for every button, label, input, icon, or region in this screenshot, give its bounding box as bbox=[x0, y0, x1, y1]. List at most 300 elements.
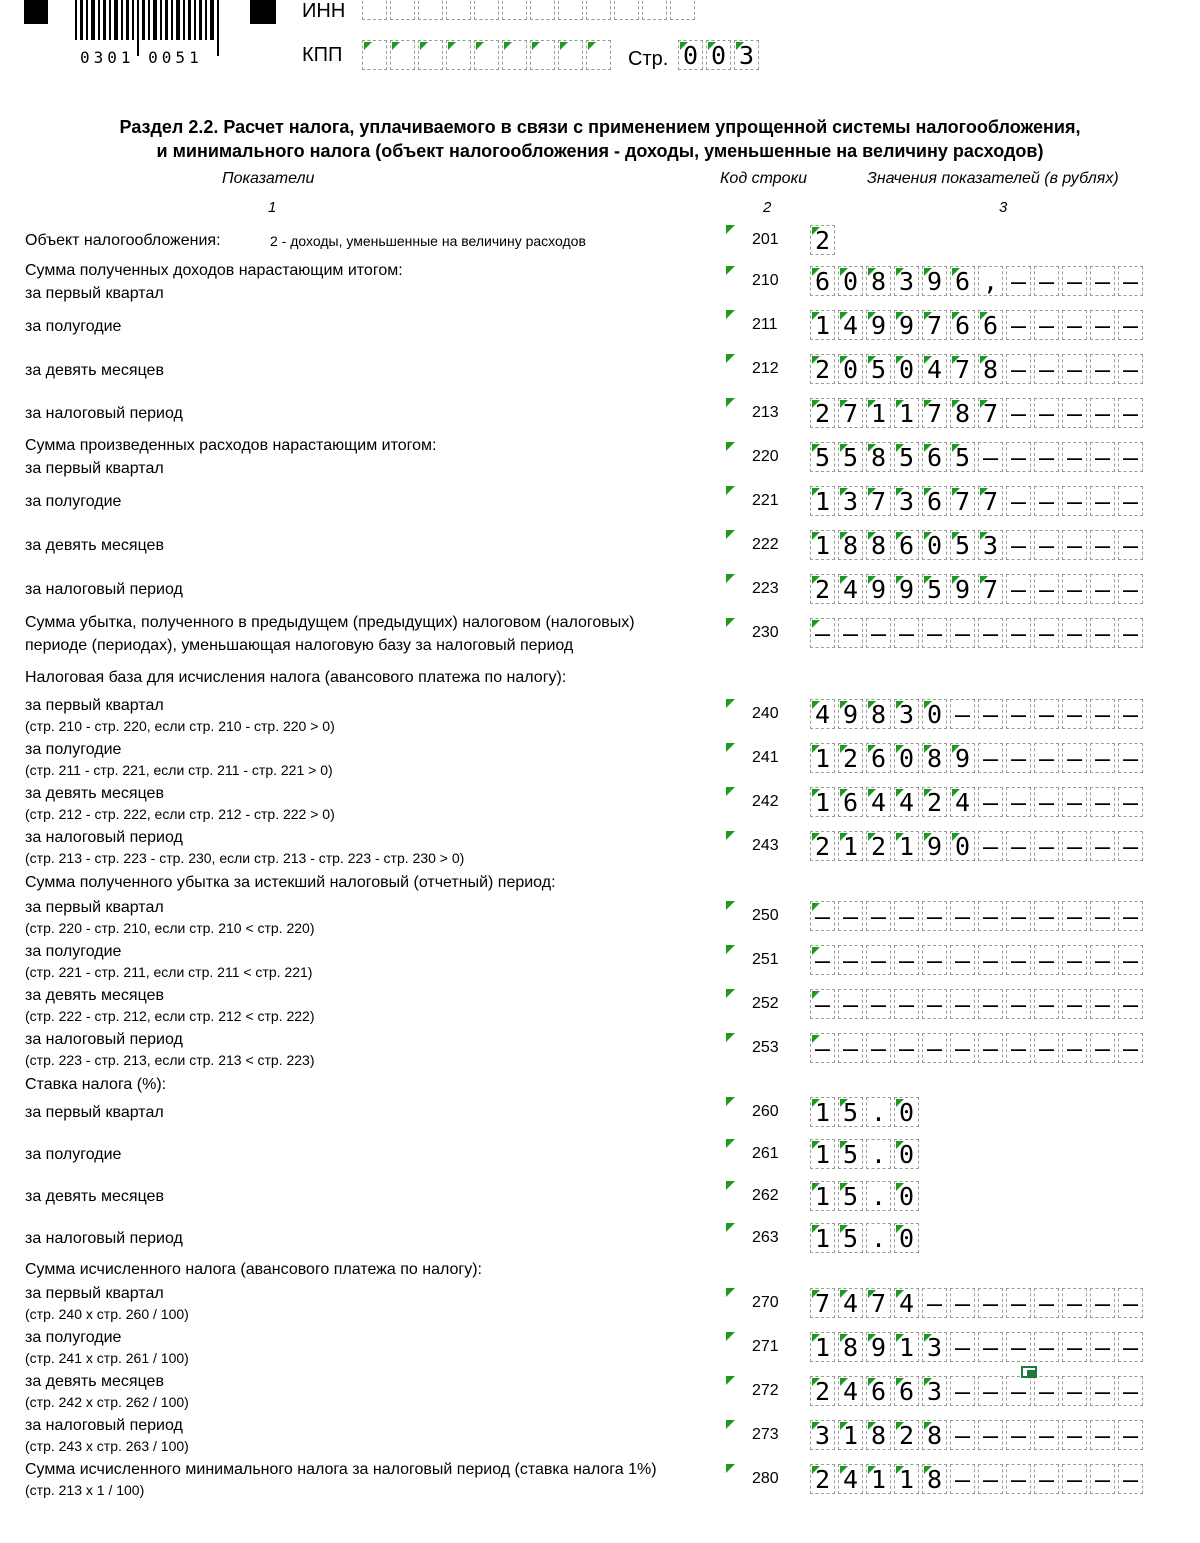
kpp-cell[interactable] bbox=[502, 40, 527, 70]
value-cell[interactable]: – bbox=[1062, 442, 1087, 472]
value-cell[interactable]: 1 bbox=[810, 1181, 835, 1211]
value-cell[interactable]: – bbox=[1062, 354, 1087, 384]
value-field-230[interactable] bbox=[810, 618, 1146, 648]
value-field-223[interactable] bbox=[810, 574, 1146, 604]
value-cell[interactable]: 3 bbox=[894, 699, 919, 729]
value-cell[interactable]: 7 bbox=[922, 398, 947, 428]
value-cell[interactable]: – bbox=[950, 1420, 975, 1450]
value-cell[interactable]: – bbox=[1090, 699, 1115, 729]
value-cell[interactable]: – bbox=[1118, 486, 1143, 516]
value-cell[interactable]: – bbox=[1062, 787, 1087, 817]
value-cell[interactable]: – bbox=[1006, 787, 1031, 817]
value-cell[interactable]: – bbox=[1118, 354, 1143, 384]
value-cell[interactable]: 7 bbox=[950, 486, 975, 516]
value-cell[interactable]: . bbox=[866, 1223, 891, 1253]
value-cell[interactable]: – bbox=[810, 618, 835, 648]
value-cell[interactable]: – bbox=[1006, 699, 1031, 729]
value-cell[interactable]: – bbox=[894, 945, 919, 975]
value-cell[interactable]: – bbox=[1062, 699, 1087, 729]
value-cell[interactable]: – bbox=[922, 945, 947, 975]
value-cell[interactable]: 7 bbox=[810, 1288, 835, 1318]
value-cell[interactable]: – bbox=[922, 1288, 947, 1318]
value-cell[interactable]: – bbox=[1062, 398, 1087, 428]
value-cell[interactable]: 6 bbox=[894, 530, 919, 560]
value-cell[interactable]: 3 bbox=[838, 486, 863, 516]
value-cell[interactable]: 2 bbox=[810, 1464, 835, 1494]
value-cell[interactable]: – bbox=[922, 989, 947, 1019]
value-field-273[interactable] bbox=[810, 1420, 1146, 1450]
value-cell[interactable]: 2 bbox=[838, 743, 863, 773]
value-cell[interactable]: 4 bbox=[866, 787, 891, 817]
value-cell[interactable]: 3 bbox=[894, 486, 919, 516]
value-cell[interactable]: – bbox=[810, 1033, 835, 1063]
value-cell[interactable]: – bbox=[1118, 901, 1143, 931]
value-cell[interactable]: – bbox=[1006, 1288, 1031, 1318]
value-cell[interactable]: – bbox=[1006, 831, 1031, 861]
kpp-field[interactable] bbox=[362, 40, 614, 70]
value-cell[interactable]: – bbox=[978, 743, 1003, 773]
value-cell[interactable]: – bbox=[810, 901, 835, 931]
value-field-221[interactable] bbox=[810, 486, 1146, 516]
value-cell[interactable]: 0 bbox=[950, 831, 975, 861]
value-cell[interactable]: – bbox=[978, 442, 1003, 472]
value-cell[interactable]: 5 bbox=[866, 354, 891, 384]
value-cell[interactable]: – bbox=[1006, 398, 1031, 428]
value-cell[interactable]: 5 bbox=[810, 442, 835, 472]
value-cell[interactable]: 2 bbox=[810, 574, 835, 604]
value-cell[interactable]: – bbox=[1034, 787, 1059, 817]
value-cell[interactable]: – bbox=[950, 618, 975, 648]
value-cell[interactable]: 2 bbox=[810, 354, 835, 384]
value-cell[interactable]: 4 bbox=[950, 787, 975, 817]
value-cell[interactable]: 1 bbox=[866, 1464, 891, 1494]
value-cell[interactable]: – bbox=[978, 1464, 1003, 1494]
value-cell[interactable]: 5 bbox=[838, 1223, 863, 1253]
value-field-222[interactable] bbox=[810, 530, 1146, 560]
value-cell[interactable]: – bbox=[1006, 266, 1031, 296]
value-cell[interactable]: – bbox=[1090, 310, 1115, 340]
value-cell[interactable]: – bbox=[1090, 354, 1115, 384]
page-number-cell[interactable]: 0 bbox=[678, 40, 703, 70]
value-cell[interactable]: 1 bbox=[838, 831, 863, 861]
value-cell[interactable]: – bbox=[1090, 1288, 1115, 1318]
value-field-270[interactable] bbox=[810, 1288, 1146, 1318]
page-number-cell[interactable]: 3 bbox=[734, 40, 759, 70]
value-cell[interactable]: 4 bbox=[838, 1464, 863, 1494]
value-cell[interactable]: – bbox=[838, 945, 863, 975]
value-cell[interactable]: 8 bbox=[922, 1464, 947, 1494]
value-cell[interactable]: – bbox=[1062, 831, 1087, 861]
value-cell[interactable]: – bbox=[950, 1288, 975, 1318]
value-field-243[interactable] bbox=[810, 831, 1146, 861]
value-cell[interactable]: – bbox=[978, 787, 1003, 817]
value-cell[interactable]: – bbox=[1062, 989, 1087, 1019]
value-cell[interactable]: 4 bbox=[838, 1376, 863, 1406]
value-cell[interactable]: – bbox=[1118, 310, 1143, 340]
inn-cell[interactable] bbox=[670, 0, 695, 20]
value-cell[interactable]: – bbox=[1062, 901, 1087, 931]
value-field-213[interactable] bbox=[810, 398, 1146, 428]
value-field-261[interactable] bbox=[810, 1139, 922, 1169]
value-cell[interactable]: 1 bbox=[894, 831, 919, 861]
value-cell[interactable]: – bbox=[1090, 1332, 1115, 1362]
value-cell[interactable]: 6 bbox=[838, 787, 863, 817]
value-cell[interactable]: 2 bbox=[922, 787, 947, 817]
value-cell[interactable]: – bbox=[1118, 266, 1143, 296]
value-cell[interactable]: 8 bbox=[866, 699, 891, 729]
value-cell[interactable]: 9 bbox=[866, 310, 891, 340]
value-cell[interactable]: 0 bbox=[894, 743, 919, 773]
value-cell[interactable]: – bbox=[1034, 486, 1059, 516]
value-cell[interactable]: – bbox=[1062, 486, 1087, 516]
value-cell[interactable]: 3 bbox=[978, 530, 1003, 560]
value-cell[interactable]: 8 bbox=[922, 1420, 947, 1450]
kpp-cell[interactable] bbox=[418, 40, 443, 70]
inn-field[interactable] bbox=[362, 0, 698, 20]
value-cell[interactable]: – bbox=[1034, 530, 1059, 560]
inn-cell[interactable] bbox=[586, 0, 611, 20]
value-cell[interactable]: 1 bbox=[866, 398, 891, 428]
value-cell[interactable]: 4 bbox=[838, 310, 863, 340]
value-cell[interactable]: 3 bbox=[810, 1420, 835, 1450]
value-cell[interactable]: – bbox=[950, 1464, 975, 1494]
value-cell[interactable]: – bbox=[866, 989, 891, 1019]
value-cell[interactable]: 6 bbox=[978, 310, 1003, 340]
value-cell[interactable]: – bbox=[1118, 743, 1143, 773]
value-cell[interactable]: – bbox=[1118, 1464, 1143, 1494]
inn-cell[interactable] bbox=[614, 0, 639, 20]
value-cell[interactable]: – bbox=[866, 945, 891, 975]
value-cell[interactable]: – bbox=[1118, 831, 1143, 861]
value-cell[interactable]: 0 bbox=[894, 1139, 919, 1169]
value-field-263[interactable] bbox=[810, 1223, 922, 1253]
value-cell[interactable]: – bbox=[922, 1033, 947, 1063]
value-cell[interactable]: – bbox=[1062, 1332, 1087, 1362]
value-cell[interactable]: – bbox=[1090, 266, 1115, 296]
value-cell[interactable]: 5 bbox=[950, 442, 975, 472]
value-cell[interactable]: – bbox=[1062, 1464, 1087, 1494]
value-cell[interactable]: – bbox=[1090, 530, 1115, 560]
value-cell[interactable]: 7 bbox=[922, 310, 947, 340]
value-cell[interactable]: 4 bbox=[838, 1288, 863, 1318]
value-cell[interactable]: – bbox=[1090, 486, 1115, 516]
value-cell[interactable]: 6 bbox=[894, 1376, 919, 1406]
kpp-cell[interactable] bbox=[586, 40, 611, 70]
value-cell[interactable]: 8 bbox=[866, 442, 891, 472]
value-cell[interactable]: – bbox=[1062, 1376, 1087, 1406]
value-cell[interactable]: – bbox=[1062, 574, 1087, 604]
value-cell[interactable]: 9 bbox=[950, 743, 975, 773]
value-cell[interactable]: – bbox=[1062, 266, 1087, 296]
value-cell[interactable]: 1 bbox=[810, 310, 835, 340]
value-cell[interactable]: – bbox=[1090, 398, 1115, 428]
value-cell[interactable]: – bbox=[1034, 989, 1059, 1019]
value-cell[interactable]: 1 bbox=[894, 1464, 919, 1494]
value-cell[interactable]: – bbox=[1034, 1376, 1059, 1406]
value-cell[interactable]: 6 bbox=[950, 266, 975, 296]
value-cell[interactable]: 2 bbox=[866, 831, 891, 861]
value-cell[interactable]: – bbox=[1034, 574, 1059, 604]
value-cell[interactable]: – bbox=[1118, 699, 1143, 729]
value-cell[interactable]: 6 bbox=[922, 486, 947, 516]
value-cell[interactable]: – bbox=[1118, 618, 1143, 648]
value-cell[interactable]: – bbox=[1118, 1420, 1143, 1450]
value-cell[interactable]: 1 bbox=[810, 787, 835, 817]
value-cell[interactable]: 8 bbox=[866, 1420, 891, 1450]
value-cell[interactable]: 9 bbox=[950, 574, 975, 604]
value-cell[interactable]: . bbox=[866, 1181, 891, 1211]
value-cell[interactable]: 8 bbox=[838, 1332, 863, 1362]
value-cell[interactable]: – bbox=[838, 901, 863, 931]
value-cell[interactable]: – bbox=[1090, 989, 1115, 1019]
value-cell[interactable]: 1 bbox=[810, 1223, 835, 1253]
value-field-280[interactable] bbox=[810, 1464, 1146, 1494]
value-cell[interactable]: – bbox=[1090, 1420, 1115, 1450]
value-field-210[interactable] bbox=[810, 266, 1146, 296]
value-cell[interactable]: – bbox=[950, 1332, 975, 1362]
value-cell[interactable]: 1 bbox=[810, 1139, 835, 1169]
inn-cell[interactable] bbox=[446, 0, 471, 20]
value-cell[interactable]: – bbox=[838, 618, 863, 648]
value-cell[interactable]: 9 bbox=[922, 266, 947, 296]
value-cell[interactable]: – bbox=[866, 618, 891, 648]
value-field-253[interactable] bbox=[810, 1033, 1146, 1063]
value-cell[interactable]: – bbox=[1006, 574, 1031, 604]
value-cell[interactable]: – bbox=[1118, 787, 1143, 817]
inn-cell[interactable] bbox=[642, 0, 667, 20]
value-cell[interactable]: – bbox=[922, 618, 947, 648]
value-cell[interactable]: 1 bbox=[838, 1420, 863, 1450]
value-cell[interactable]: – bbox=[978, 1288, 1003, 1318]
value-cell[interactable]: 4 bbox=[894, 787, 919, 817]
inn-cell[interactable] bbox=[362, 0, 387, 20]
value-cell[interactable]: 5 bbox=[894, 442, 919, 472]
value-field-251[interactable] bbox=[810, 945, 1146, 975]
value-cell[interactable]: – bbox=[950, 901, 975, 931]
value-cell[interactable]: – bbox=[894, 989, 919, 1019]
value-cell[interactable]: – bbox=[1034, 1288, 1059, 1318]
inn-cell[interactable] bbox=[390, 0, 415, 20]
value-cell[interactable]: 2 bbox=[810, 398, 835, 428]
value-cell[interactable]: 7 bbox=[978, 486, 1003, 516]
value-cell[interactable]: – bbox=[1034, 699, 1059, 729]
value-cell[interactable]: 1 bbox=[810, 743, 835, 773]
value-cell[interactable]: – bbox=[1118, 1033, 1143, 1063]
value-cell[interactable]: – bbox=[978, 1033, 1003, 1063]
value-cell[interactable]: – bbox=[1118, 945, 1143, 975]
value-cell[interactable]: – bbox=[1090, 442, 1115, 472]
value-cell[interactable]: 3 bbox=[922, 1376, 947, 1406]
value-cell[interactable]: – bbox=[950, 1033, 975, 1063]
value-field-241[interactable] bbox=[810, 743, 1146, 773]
value-cell[interactable]: 8 bbox=[838, 530, 863, 560]
value-cell[interactable]: – bbox=[1062, 1033, 1087, 1063]
kpp-cell[interactable] bbox=[362, 40, 387, 70]
value-cell[interactable]: – bbox=[1034, 618, 1059, 648]
value-cell[interactable]: 0 bbox=[894, 1223, 919, 1253]
value-cell[interactable]: – bbox=[1034, 901, 1059, 931]
value-cell[interactable]: 4 bbox=[838, 574, 863, 604]
value-field-242[interactable] bbox=[810, 787, 1146, 817]
value-cell[interactable]: 8 bbox=[866, 530, 891, 560]
value-cell[interactable]: 9 bbox=[838, 699, 863, 729]
value-cell[interactable]: – bbox=[866, 1033, 891, 1063]
value-cell[interactable]: 7 bbox=[838, 398, 863, 428]
value-cell[interactable]: – bbox=[1062, 1420, 1087, 1450]
inn-cell[interactable] bbox=[530, 0, 555, 20]
value-cell[interactable]: – bbox=[1006, 1420, 1031, 1450]
value-cell[interactable]: 6 bbox=[922, 442, 947, 472]
value-cell[interactable]: – bbox=[810, 989, 835, 1019]
value-cell[interactable]: – bbox=[894, 1033, 919, 1063]
value-field-272[interactable] bbox=[810, 1376, 1146, 1406]
value-cell[interactable]: 9 bbox=[894, 310, 919, 340]
value-cell[interactable]: 8 bbox=[866, 266, 891, 296]
value-cell[interactable]: 4 bbox=[894, 1288, 919, 1318]
value-cell[interactable]: – bbox=[978, 1332, 1003, 1362]
value-cell[interactable]: 0 bbox=[838, 354, 863, 384]
value-cell[interactable]: – bbox=[1062, 530, 1087, 560]
value-cell[interactable]: – bbox=[1034, 831, 1059, 861]
value-cell[interactable]: 2 bbox=[810, 1376, 835, 1406]
value-cell[interactable]: – bbox=[1062, 945, 1087, 975]
value-cell[interactable]: – bbox=[1090, 901, 1115, 931]
value-cell[interactable]: 6 bbox=[810, 266, 835, 296]
value-cell[interactable]: – bbox=[838, 1033, 863, 1063]
value-field-271[interactable] bbox=[810, 1332, 1146, 1362]
value-cell[interactable]: – bbox=[1006, 901, 1031, 931]
value-cell[interactable]: 6 bbox=[950, 310, 975, 340]
value-cell[interactable]: – bbox=[1118, 1288, 1143, 1318]
value-field-252[interactable] bbox=[810, 989, 1146, 1019]
inn-cell[interactable] bbox=[502, 0, 527, 20]
value-cell[interactable]: 7 bbox=[950, 354, 975, 384]
value-cell[interactable]: – bbox=[1006, 743, 1031, 773]
value-cell[interactable]: – bbox=[1062, 1288, 1087, 1318]
value-cell[interactable]: – bbox=[1090, 1376, 1115, 1406]
value-cell[interactable]: 5 bbox=[838, 442, 863, 472]
value-cell[interactable]: – bbox=[1034, 442, 1059, 472]
inn-cell[interactable] bbox=[418, 0, 443, 20]
value-cell[interactable]: 1 bbox=[810, 1332, 835, 1362]
value-cell[interactable]: – bbox=[1034, 266, 1059, 296]
value-cell[interactable]: – bbox=[1006, 310, 1031, 340]
value-cell[interactable]: – bbox=[1118, 1376, 1143, 1406]
value-cell[interactable]: 8 bbox=[950, 398, 975, 428]
value-cell[interactable]: – bbox=[1034, 1332, 1059, 1362]
value-cell[interactable]: 0 bbox=[838, 266, 863, 296]
value-cell[interactable]: , bbox=[978, 266, 1003, 296]
value-cell[interactable]: 2 bbox=[894, 1420, 919, 1450]
value-cell[interactable]: – bbox=[978, 1420, 1003, 1450]
value-cell[interactable]: – bbox=[1118, 398, 1143, 428]
value-cell[interactable]: – bbox=[1006, 354, 1031, 384]
value-cell[interactable]: 5 bbox=[950, 530, 975, 560]
value-cell[interactable]: – bbox=[1034, 1420, 1059, 1450]
value-cell[interactable]: – bbox=[810, 945, 835, 975]
value-cell[interactable]: – bbox=[1118, 574, 1143, 604]
value-cell[interactable]: 5 bbox=[838, 1097, 863, 1127]
value-cell[interactable]: 0 bbox=[922, 530, 947, 560]
value-cell[interactable]: – bbox=[1062, 743, 1087, 773]
value-cell[interactable]: – bbox=[1034, 743, 1059, 773]
value-cell[interactable]: – bbox=[1090, 743, 1115, 773]
value-cell[interactable]: 7 bbox=[978, 398, 1003, 428]
value-cell[interactable]: – bbox=[1090, 831, 1115, 861]
value-cell[interactable]: – bbox=[1090, 618, 1115, 648]
value-cell[interactable]: 4 bbox=[922, 354, 947, 384]
value-cell[interactable]: 0 bbox=[922, 699, 947, 729]
value-cell[interactable]: – bbox=[1090, 574, 1115, 604]
value-cell[interactable]: – bbox=[1090, 1464, 1115, 1494]
value-cell[interactable]: 7 bbox=[978, 574, 1003, 604]
kpp-cell[interactable] bbox=[558, 40, 583, 70]
value-cell[interactable]: – bbox=[1034, 398, 1059, 428]
value-cell[interactable]: – bbox=[1006, 442, 1031, 472]
value-cell[interactable]: – bbox=[838, 989, 863, 1019]
value-cell[interactable]: – bbox=[1062, 310, 1087, 340]
value-cell[interactable]: 2 bbox=[810, 225, 835, 255]
value-cell[interactable]: – bbox=[1118, 989, 1143, 1019]
inn-cell[interactable] bbox=[558, 0, 583, 20]
value-cell[interactable]: – bbox=[950, 699, 975, 729]
value-cell[interactable]: . bbox=[866, 1097, 891, 1127]
value-cell[interactable]: – bbox=[978, 618, 1003, 648]
value-cell[interactable]: 6 bbox=[866, 743, 891, 773]
value-cell[interactable]: 4 bbox=[810, 699, 835, 729]
value-cell[interactable]: – bbox=[1034, 310, 1059, 340]
value-cell[interactable]: 1 bbox=[810, 486, 835, 516]
value-cell[interactable]: – bbox=[1006, 618, 1031, 648]
value-field-220[interactable] bbox=[810, 442, 1146, 472]
value-cell[interactable]: 3 bbox=[894, 266, 919, 296]
value-cell[interactable]: – bbox=[1034, 945, 1059, 975]
value-cell[interactable]: – bbox=[950, 945, 975, 975]
value-cell[interactable]: 5 bbox=[838, 1139, 863, 1169]
value-cell[interactable]: – bbox=[1090, 1033, 1115, 1063]
value-field-212[interactable] bbox=[810, 354, 1146, 384]
value-cell[interactable]: – bbox=[978, 901, 1003, 931]
value-cell[interactable]: – bbox=[1006, 989, 1031, 1019]
value-cell[interactable]: – bbox=[922, 901, 947, 931]
value-cell[interactable]: – bbox=[1006, 945, 1031, 975]
value-cell[interactable]: 5 bbox=[922, 574, 947, 604]
value-cell[interactable]: – bbox=[1034, 1033, 1059, 1063]
value-cell[interactable]: 0 bbox=[894, 1097, 919, 1127]
value-cell[interactable]: 1 bbox=[810, 530, 835, 560]
value-cell[interactable]: – bbox=[978, 945, 1003, 975]
value-cell[interactable]: 0 bbox=[894, 1181, 919, 1211]
value-cell[interactable]: 1 bbox=[894, 398, 919, 428]
value-field-262[interactable] bbox=[810, 1181, 922, 1211]
value-cell[interactable]: – bbox=[1006, 530, 1031, 560]
kpp-cell[interactable] bbox=[446, 40, 471, 70]
value-cell[interactable]: 9 bbox=[866, 1332, 891, 1362]
value-cell[interactable]: – bbox=[1006, 1033, 1031, 1063]
value-cell[interactable]: – bbox=[1034, 354, 1059, 384]
value-cell[interactable]: 7 bbox=[866, 1288, 891, 1318]
value-cell[interactable]: 1 bbox=[894, 1332, 919, 1362]
value-cell[interactable]: – bbox=[1034, 1464, 1059, 1494]
value-cell[interactable]: – bbox=[978, 1376, 1003, 1406]
value-field-240[interactable] bbox=[810, 699, 1146, 729]
value-cell[interactable]: 9 bbox=[866, 574, 891, 604]
value-cell[interactable]: – bbox=[1090, 787, 1115, 817]
page-number-cell[interactable]: 0 bbox=[706, 40, 731, 70]
value-cell[interactable]: – bbox=[1118, 442, 1143, 472]
value-cell[interactable]: 0 bbox=[894, 354, 919, 384]
value-cell[interactable]: – bbox=[894, 901, 919, 931]
